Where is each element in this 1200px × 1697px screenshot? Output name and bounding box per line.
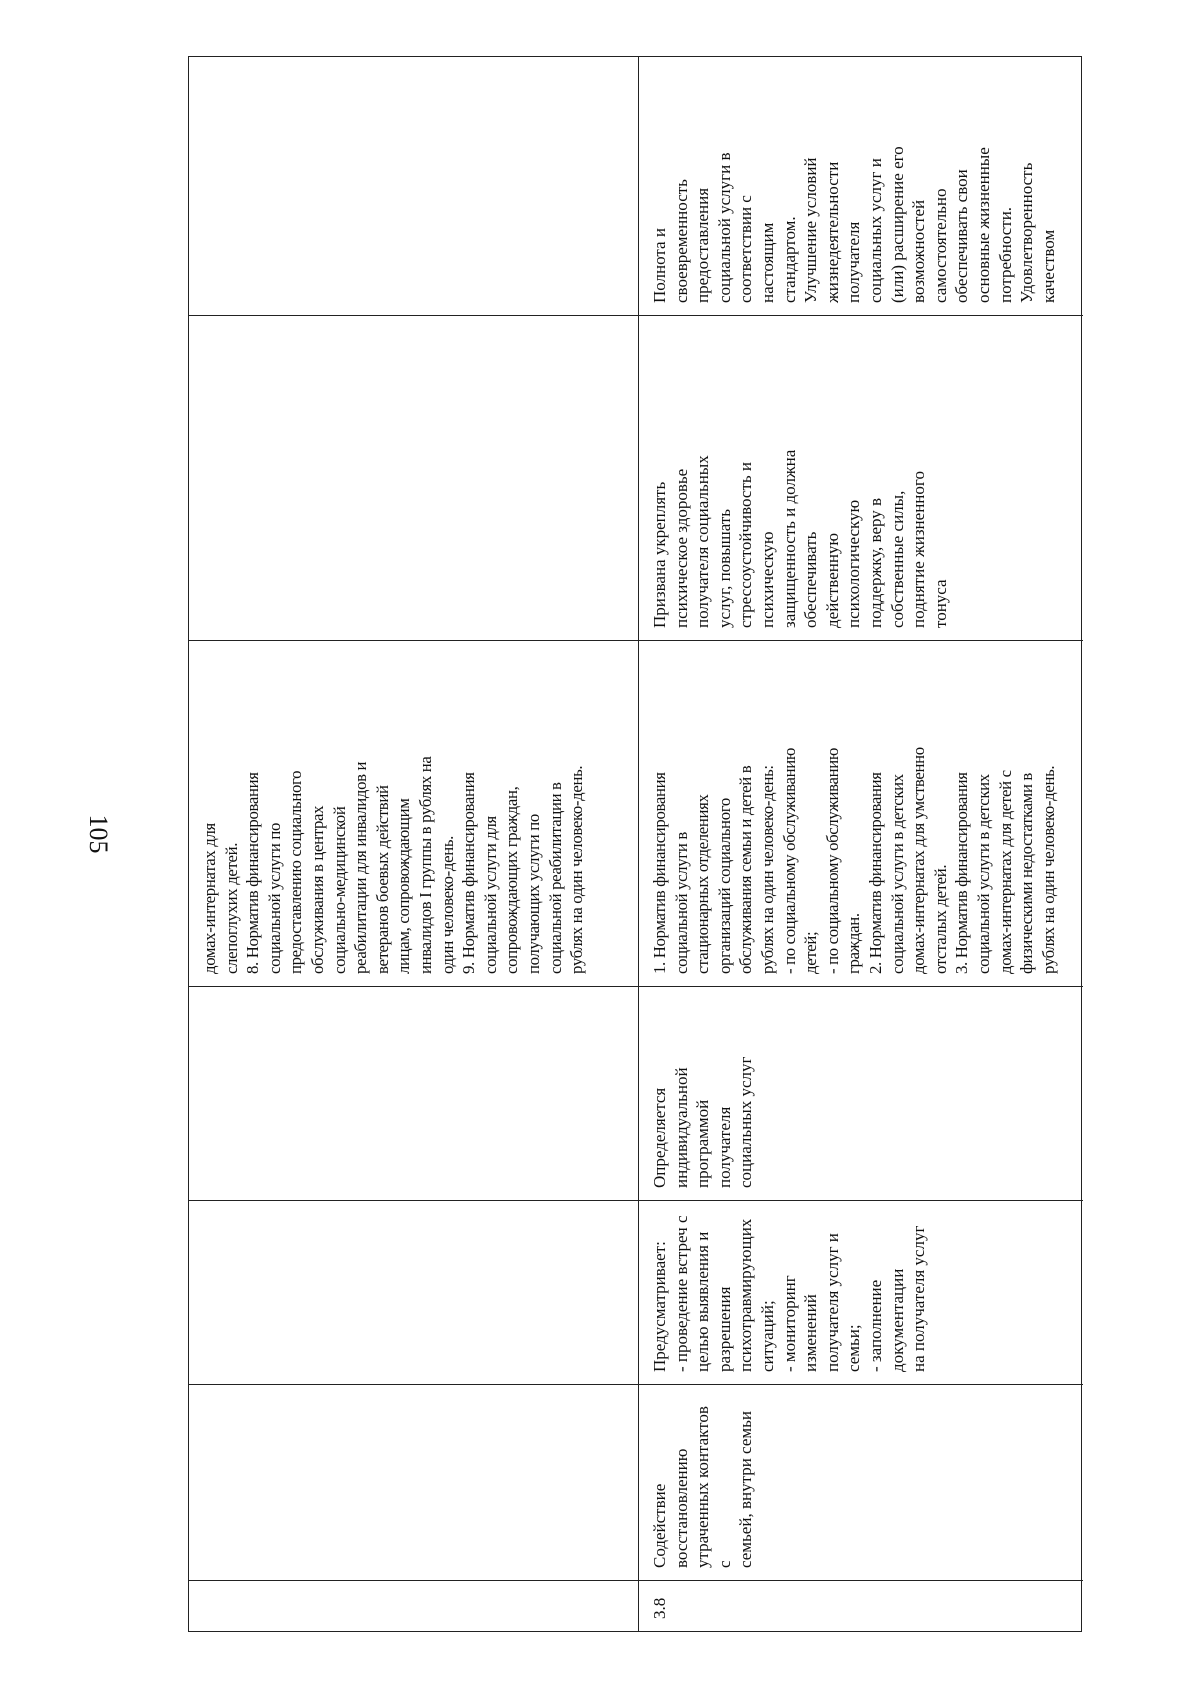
cell-name-empty bbox=[189, 1384, 638, 1580]
cell-service-conditions: Призвана укреплять психическое здоровье получателя социальных услуг, повышать стрессоустойчивость и психическую защищенность и должна обеспечивать действенную психологическую поддержку, веру в собственные силы, поднятие жизненного тонуса bbox=[639, 315, 1083, 640]
cell-conditions-empty bbox=[189, 315, 638, 640]
cell-financing-norms bbox=[639, 640, 1083, 986]
cell-row-number: 3.8 bbox=[639, 1580, 1083, 1631]
cell-norms-continuation bbox=[189, 640, 638, 986]
cell-quality-indicators: Полнота и своевременность предоставления социальной услуги в соответствии с настоящим стандартом. Улучшение условий жизнедеятельности получателя социальных услуг и (или) расширение его возможностей самостоятельно обеспечивать свои основные жизненные потребности. Удовлетворенность качеством bbox=[650, 146, 1058, 303]
table-row-continuation bbox=[189, 57, 639, 1631]
table-row-3-8 bbox=[639, 57, 1083, 1631]
cell-service-volume: Определяется индивидуальной программой получателя социальных услуг bbox=[639, 986, 1083, 1200]
services-table bbox=[188, 56, 1082, 1632]
norms-continuation-text: домах-интернатах для слепоглухих детей. 8. Норматив финансирования социальной услуги по предоставлению социального обслуживания в центрах социально-медицинской реабилитации для инвалидов и ветеранов боевых действий лицам, сопровождающим инвалидов I группы в рублях на один человеко-день. 9. Норматив финансирования социальной услуги для сопровождающих граждан, получающих услуги по социальной реабилитации в рублях на один человеко-день. bbox=[200, 756, 587, 974]
cell-description-empty bbox=[189, 1200, 638, 1384]
page-number: 105 bbox=[84, 814, 113, 854]
cell-service-name: Содействие восстановлению утраченных контактов с семьей, внутри семьи bbox=[639, 1384, 1083, 1580]
cell-volume-empty bbox=[189, 986, 638, 1200]
cell-service-description: Предусматривает: - проведение встреч с целью выявления и разрешения психотравмирующих ситуаций; - мониторинг изменений получателя услуг и семьи; - заполнение документации на получателя услуг bbox=[639, 1200, 1083, 1384]
cell-number-empty bbox=[189, 1580, 638, 1631]
cell-quality-empty bbox=[189, 55, 638, 315]
financing-norms-text: 1. Норматив финансирования социальной услуги в стационарных отделениях организаций социального обслуживания семьи и детей в рублях на один человеко-день: - по социальному обслуживанию детей; - по социальному обслуживанию граждан. 2. Норматив финансирования социальной услуги в детских домах-интернатах для умственно отсталых детей. 3. Норматив финансирования социальной услуги в детских домах-интернатах для детей с физическими недостатками в рублях на один человеко-день. bbox=[650, 747, 1058, 974]
